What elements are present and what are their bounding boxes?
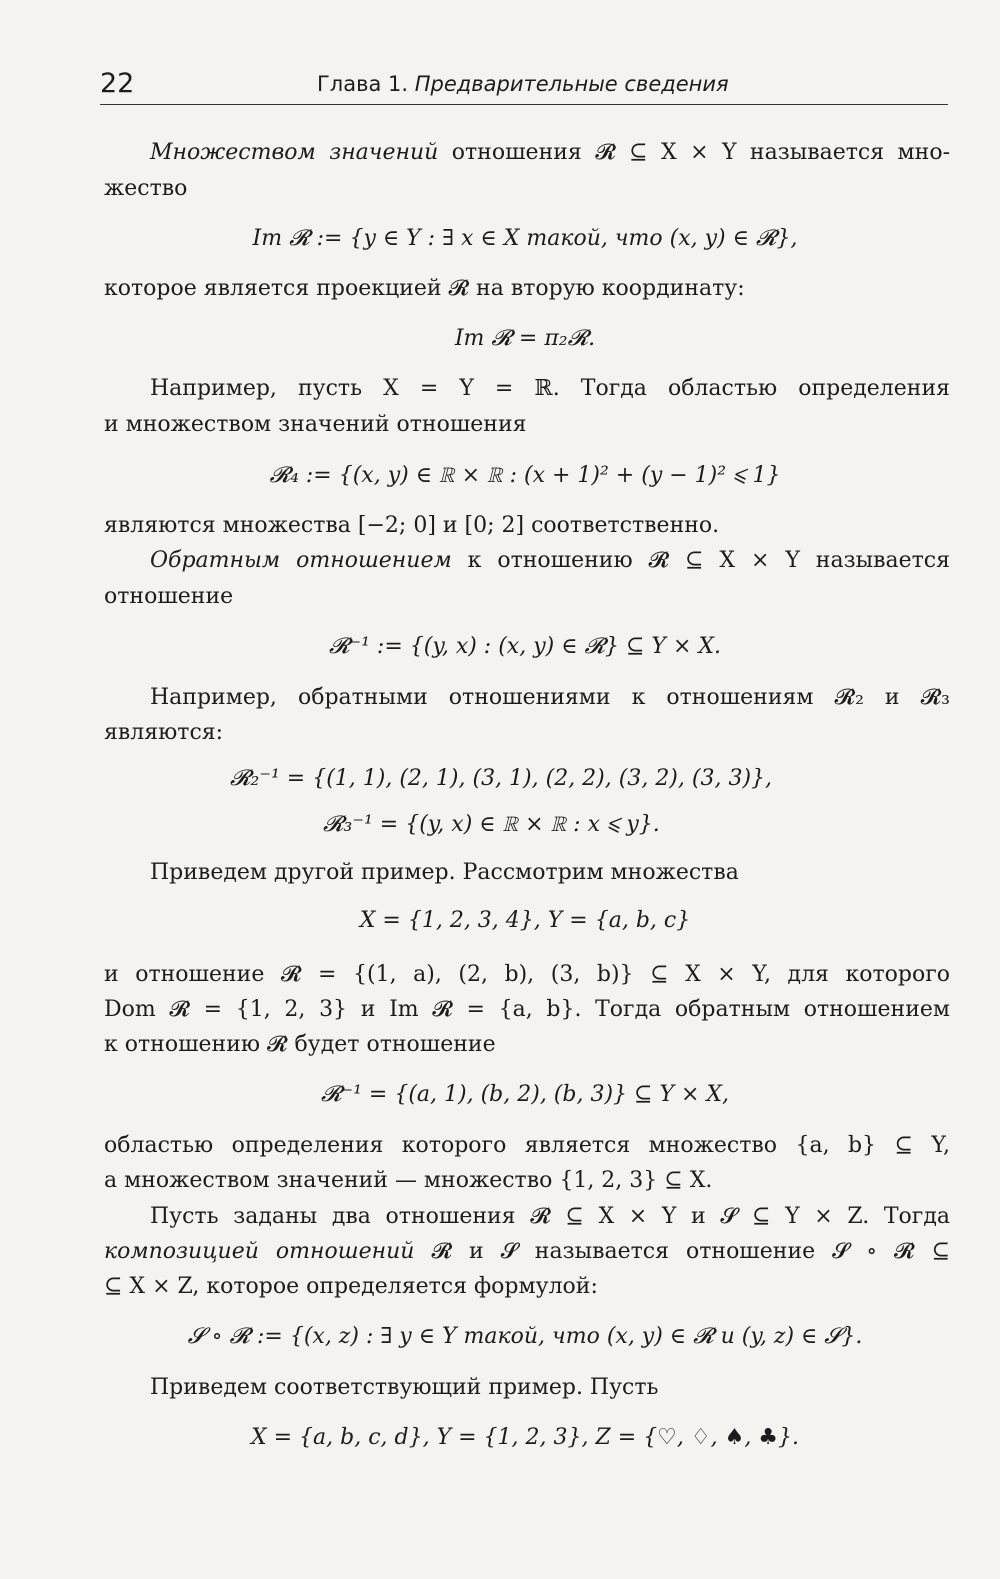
text-fragment: к отношению 𝓡 ⊆ X × Y называется: [451, 548, 950, 573]
running-head: [317, 72, 729, 96]
text-line: а множеством значений — множество {1, 2, 3} ⊆ X.: [104, 1168, 713, 1193]
chapter-title: Предварительные сведения: [414, 72, 729, 96]
text-line: [104, 1237, 950, 1267]
formula: 𝓡⁻¹ := {(y, x) : (x, y) ∈ 𝓡} ⊆ Y × X.: [328, 634, 722, 659]
formula: 𝓡₄ := {(x, y) ∈ ℝ × ℝ : (x + 1)² + (y − 1)² ⩽ 1}: [269, 463, 781, 488]
formula: Im 𝓡 := {y ∈ Y : ∃ x ∈ X такой, что (x, y) ∈ 𝓡},: [252, 226, 798, 251]
chapter-label: Глава 1.: [317, 72, 409, 96]
formula: X = {a, b, c, d}, Y = {1, 2, 3}, Z = {♡, ♢, ♠, ♣}.: [250, 1425, 800, 1450]
text-line: Пусть заданы два отношения 𝓡 ⊆ X × Y и 𝓢 ⊆ Y × Z. Тогда: [150, 1204, 950, 1229]
text-line: ⊆ X × Z, которое определяется формулой:: [104, 1274, 598, 1299]
text-line: Например, пусть X = Y = ℝ. Тогда областью определения: [150, 376, 950, 401]
text-line: [150, 138, 950, 168]
formula: 𝓡₃⁻¹ = {(y, x) ∈ ℝ × ℝ : x ⩽ y}.: [323, 812, 660, 837]
text-line: которое является проекцией 𝓡 на вторую координату:: [104, 276, 745, 301]
text-line: являются множества [−2; 0] и [0; 2] соответственно.: [104, 513, 720, 538]
formula: 𝓡₂⁻¹ = {(1, 1), (2, 1), (3, 1), (2, 2), (3, 2), (3, 3)},: [230, 766, 773, 791]
text-fragment: 𝓡 и 𝓢 называется отношение 𝓢 ∘ 𝓡 ⊆: [414, 1239, 951, 1264]
text-line: являются:: [104, 720, 224, 745]
term-emphasis: композицией отношений: [104, 1239, 415, 1264]
text-line: [150, 546, 950, 576]
term-emphasis: Множеством значений: [150, 140, 439, 165]
text-fragment: отношения 𝓡 ⊆ X × Y называется мно-: [438, 140, 950, 165]
text-line: к отношению 𝓡 будет отношение: [104, 1032, 496, 1057]
page-number: 22: [100, 68, 135, 99]
formula: Im 𝓡 = π₂𝓡.: [454, 326, 596, 351]
text-line: Например, обратными отношениями к отношениям 𝓡₂ и 𝓡₃: [150, 685, 950, 710]
page-header: [100, 64, 948, 105]
text-line: областью определения которого является множество {a, b} ⊆ Y,: [104, 1133, 950, 1158]
text-line: и отношение 𝓡 = {(1, a), (2, b), (3, b)} ⊆ X × Y, для которого: [104, 962, 950, 987]
text-line: и множеством значений отношения: [104, 412, 527, 437]
formula: 𝓢 ∘ 𝓡 := {(x, z) : ∃ y ∈ Y такой, что (x, y) ∈ 𝓡 и (y, z) ∈ 𝓢}.: [187, 1324, 863, 1349]
text-line: Приведем соответствующий пример. Пусть: [150, 1375, 659, 1400]
text-line: Приведем другой пример. Рассмотрим множества: [150, 860, 739, 885]
formula: 𝓡⁻¹ = {(a, 1), (b, 2), (b, 3)} ⊆ Y × X,: [320, 1082, 730, 1107]
text-line: Dom 𝓡 = {1, 2, 3} и Im 𝓡 = {a, b}. Тогда обратным отношением: [104, 997, 950, 1022]
formula: X = {1, 2, 3, 4}, Y = {a, b, c}: [359, 908, 691, 933]
term-emphasis: Обратным отношением: [150, 548, 452, 573]
text-line: жество: [104, 176, 188, 201]
text-line: отношение: [104, 584, 234, 609]
